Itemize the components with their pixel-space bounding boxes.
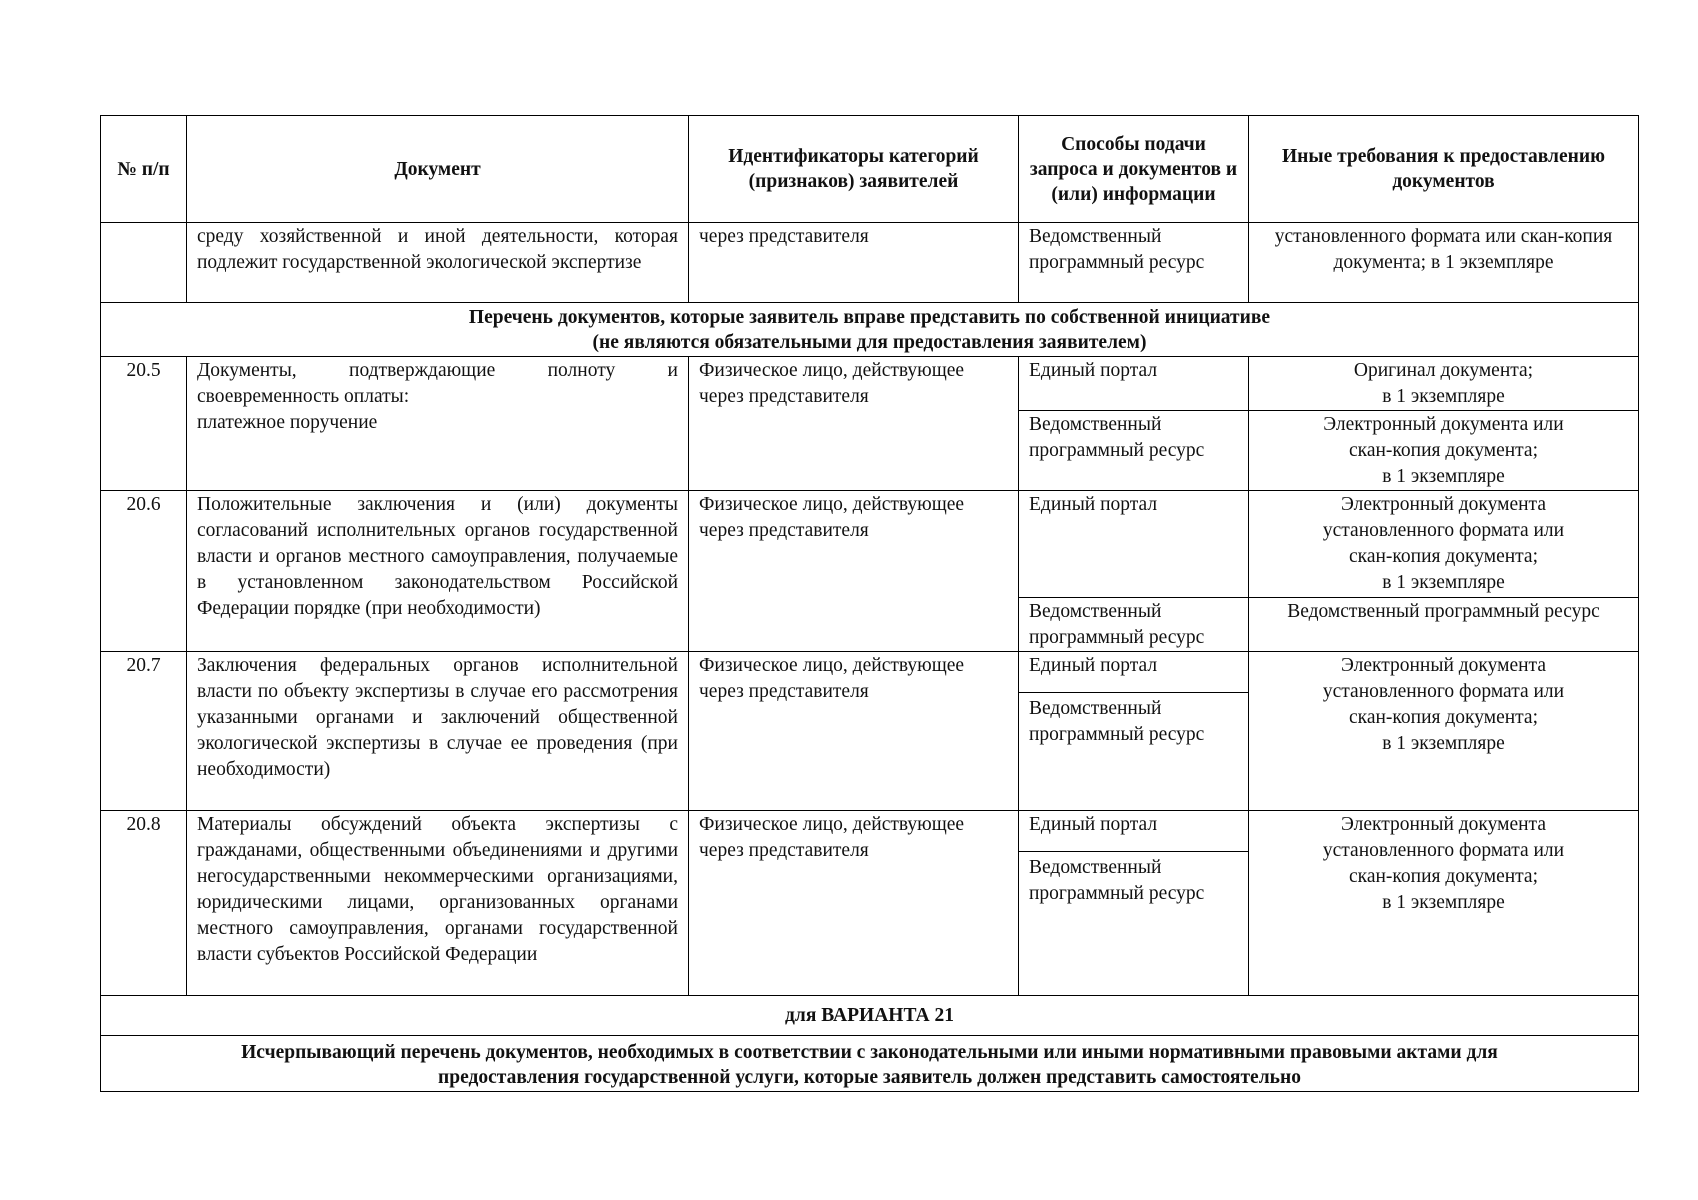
- row-identifier: Физическое лицо, действующее через представителя: [689, 491, 1019, 652]
- section-heading: [101, 303, 1639, 357]
- row-document-text-2: платежное поручение: [197, 412, 378, 433]
- requirement-line: установленного формата или: [1322, 840, 1565, 861]
- section-heading-line1: Исчерпывающий перечень документов, необходимых в соответствии с законодательными или иными нормативными правовыми актами для: [241, 1042, 1498, 1063]
- requirement-line: скан-копия документа;: [1349, 707, 1538, 728]
- row-num: [101, 223, 187, 303]
- row-requirement: [1249, 357, 1639, 411]
- requirement-line: в 1 экземпляре: [1382, 572, 1505, 593]
- requirement-line: Электронный документа: [1341, 814, 1546, 835]
- requirement-line: скан-копия документа;: [1349, 866, 1538, 887]
- header-num: № п/п: [101, 116, 187, 223]
- requirement-line: в 1 экземпляре: [1382, 733, 1505, 754]
- row-document-text: Документы, подтверждающие полноту и своевременность оплаты:: [197, 360, 678, 407]
- requirement-line: Оригинал документа;: [1353, 360, 1534, 381]
- table-row: [101, 652, 1639, 693]
- requirement-line: установленного формата или: [1322, 681, 1565, 702]
- row-num: 20.5: [101, 357, 187, 491]
- row-identifier: Физическое лицо, действующее через представителя: [689, 811, 1019, 996]
- header-identifiers: Идентификаторы категорий (признаков) заявителей: [689, 116, 1019, 223]
- row-requirement: [1249, 491, 1639, 598]
- requirement-line: в 1 экземпляре: [1382, 386, 1505, 407]
- row-document: Материалы обсуждений объекта экспертизы с гражданами, общественными объединениями и другими негосударственными некоммерческими организациями, юридическими лицами, организованных органами местного самоуправления, органами государственной власти субъектов Российской Федерации: [187, 811, 689, 996]
- row-method: Ведомственный программный ресурс: [1019, 598, 1249, 652]
- table-row: [101, 357, 1639, 411]
- row-document: [187, 357, 689, 491]
- row-num: 20.6: [101, 491, 187, 652]
- row-identifier: Физическое лицо, действующее через представителя: [689, 652, 1019, 811]
- row-identifier: Физическое лицо, действующее через представителя: [689, 357, 1019, 491]
- row-num: 20.8: [101, 811, 187, 996]
- requirement-line: Электронный документа или: [1323, 414, 1564, 435]
- row-method: Единый портал: [1019, 811, 1249, 852]
- table-row: [101, 491, 1639, 598]
- requirement-line: в 1 экземпляре: [1382, 466, 1505, 487]
- section-heading-line1: Перечень документов, которые заявитель вправе представить по собственной инициативе: [468, 307, 1271, 328]
- requirement-line: скан-копия документа;: [1349, 440, 1538, 461]
- row-method: Ведомственный программный ресурс: [1019, 852, 1249, 996]
- row-requirement: [1249, 811, 1639, 996]
- row-requirement: установленного формата или скан-копия документа; в 1 экземпляре: [1249, 223, 1639, 303]
- row-document: Заключения федеральных органов исполнительной власти по объекту экспертизы в случае его рассмотрения указанными органами и заключений общественной экологической экспертизы в случае ее проведения (при необходимости): [187, 652, 689, 811]
- row-num: 20.7: [101, 652, 187, 811]
- row-method: Ведомственный программный ресурс: [1019, 411, 1249, 491]
- row-method: Единый портал: [1019, 357, 1249, 411]
- section-heading: [101, 1036, 1639, 1092]
- row-requirement: [1249, 411, 1639, 491]
- variant-row: [101, 996, 1639, 1036]
- row-identifier: через представителя: [689, 223, 1019, 303]
- header-document: Документ: [187, 116, 689, 223]
- header-methods: Способы подачи запроса и документов и (или) информации: [1019, 116, 1249, 223]
- requirement-line: в 1 экземпляре: [1382, 892, 1505, 913]
- row-document: среду хозяйственной и иной деятельности, которая подлежит государственной экологической экспертизе: [187, 223, 689, 303]
- variant-heading: для ВАРИАНТА 21: [101, 996, 1639, 1036]
- section-heading-row: [101, 303, 1639, 357]
- row-method: Единый портал: [1019, 652, 1249, 693]
- section-heading-line2: (не являются обязательными для предоставления заявителем): [592, 332, 1147, 353]
- requirement-line: установленного формата или: [1322, 520, 1565, 541]
- requirement-line: Электронный документа: [1341, 494, 1546, 515]
- section-heading-row: [101, 1036, 1639, 1092]
- header-requirements: Иные требования к предоставлению документов: [1249, 116, 1639, 223]
- row-requirement: [1249, 652, 1639, 811]
- requirement-line: Электронный документа: [1341, 655, 1546, 676]
- document-page: [100, 115, 1638, 1092]
- row-method: Ведомственный программный ресурс: [1019, 693, 1249, 811]
- table-row: [101, 223, 1639, 303]
- documents-table: [100, 115, 1639, 1092]
- table-header-row: [101, 116, 1639, 223]
- requirement-line: скан-копия документа;: [1349, 546, 1538, 567]
- row-document: Положительные заключения и (или) документы согласований исполнительных органов государственной власти и органов местного самоуправления, получаемые в установленном законодательством Российской Федерации порядке (при необходимости): [187, 491, 689, 652]
- section-heading-line2: предоставления государственной услуги, которые заявитель должен представить самостоятельно: [438, 1067, 1301, 1088]
- row-requirement: Ведомственный программный ресурс: [1249, 598, 1639, 652]
- row-method: Ведомственный программный ресурс: [1019, 223, 1249, 303]
- table-row: [101, 811, 1639, 852]
- row-method: Единый портал: [1019, 491, 1249, 598]
